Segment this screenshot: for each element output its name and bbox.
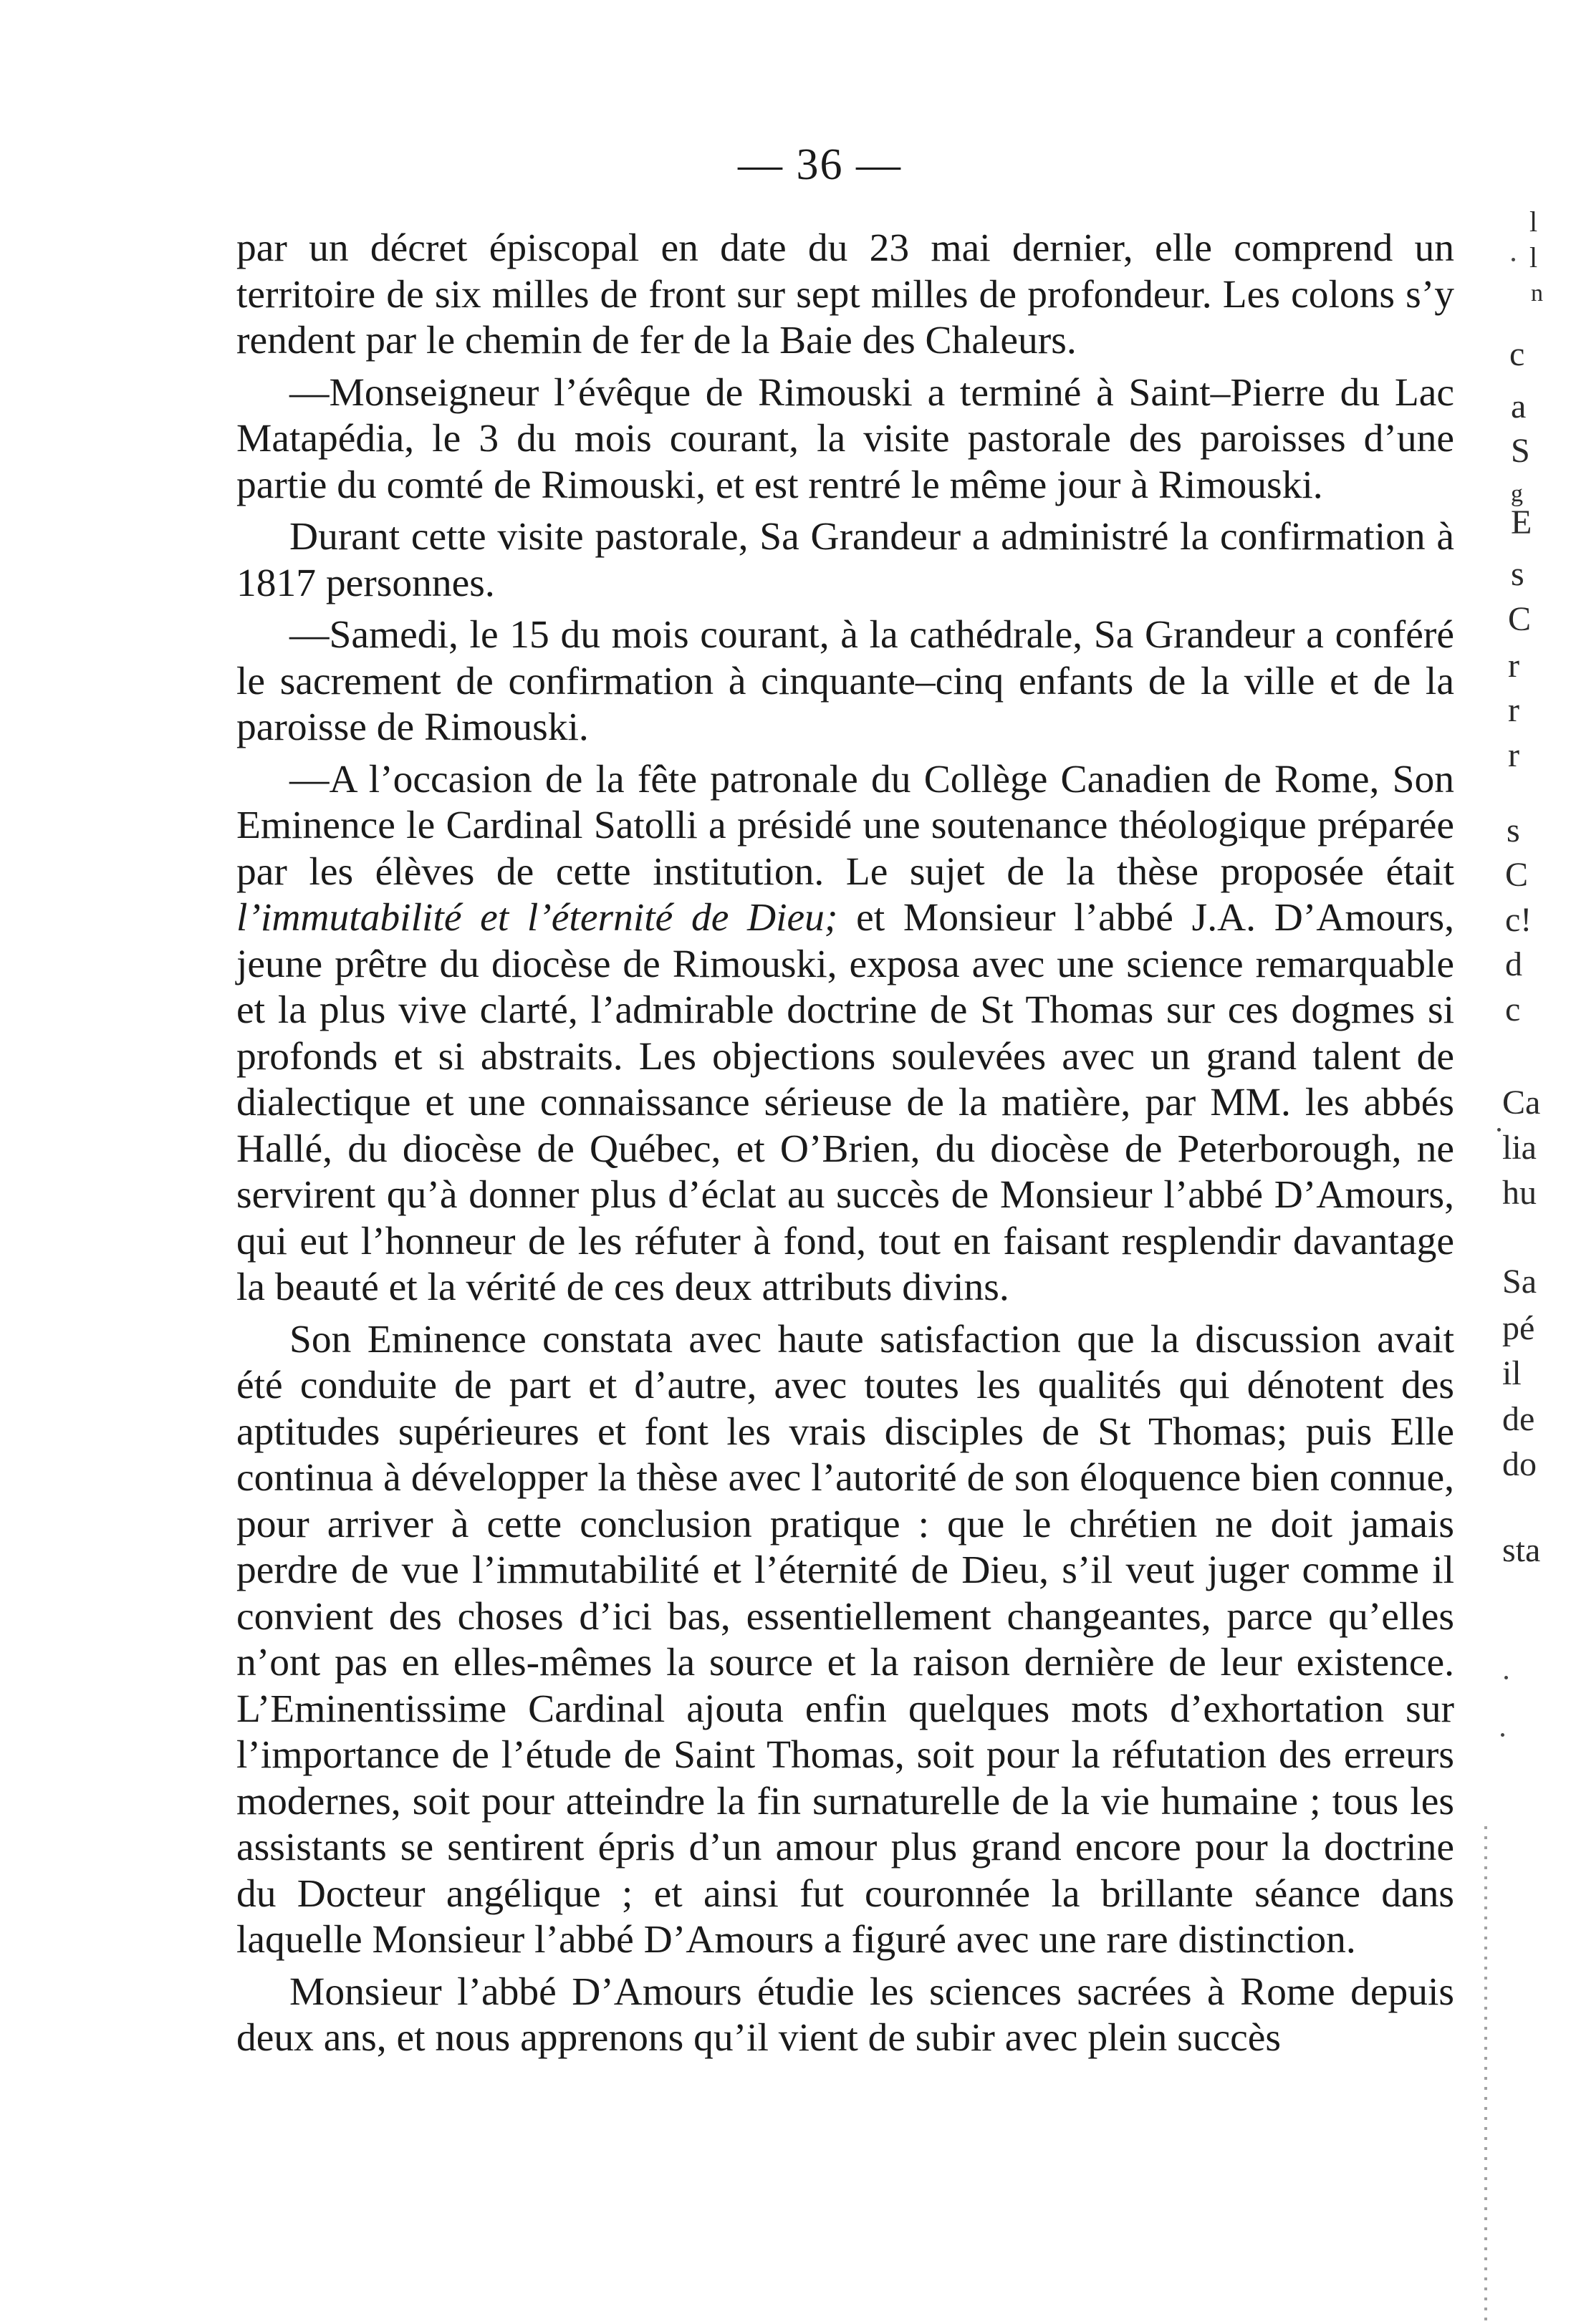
facing-fragment: do [1502, 1445, 1537, 1483]
paragraph-college-canadien [236, 757, 1454, 1311]
facing-fragment: sta [1502, 1531, 1541, 1569]
facing-fragment: c [1509, 335, 1525, 373]
thesis-title: l’immutabilité et l’éternité de Dieu; [236, 896, 838, 940]
facing-fragment: C [1508, 600, 1532, 638]
paragraph-studies-rome: Monsieur l’abbé D’Amours étudie les sciences sacrées à Rome depuis deux ans, et nous apprenons qu’il vient de subir avec plein succès [236, 1969, 1454, 2060]
text-column [236, 226, 1454, 2068]
paragraph-cardinal-remarks: Son Eminence constata avec haute satisfaction que la discussion avait été conduite de part et d’autre, avec toutes les qualités qui dénotent des aptitudes supérieures et font les vrais disciples de St Thomas; puis Elle continua à développer la thèse avec l’autorité de son éloquence bien connue, pour arriver à cette conclusion pratique : que le chrétien ne doit jamais perdre de vue l’immutabilité et l’éternité de Dieu, s’il veut juger comme il convient des choses d’ici bas, essentiellement changeantes, parce qu’elles n’ont pas en elles-mêmes la source et la raison dernière de leur existence. L’Eminentissime Cardinal ajouta enfin quelques mots d’exhortation sur l’importance de l’étude de Saint Thomas, soit pour la réfutation des erreurs modernes, soit pour atteindre la fin surnaturelle de la vie humaine ; tous les assistants se sentirent épris d’un amour plus grand encore pour la doctrine du Docteur angélique ; et ainsi fut couronnée la brillante séance dans laquelle Monsieur l’abbé D’Amours a figuré avec une rare distinction. [236, 1317, 1454, 1962]
facing-fragment: s [1511, 555, 1524, 593]
facing-fragment: l [1529, 206, 1538, 238]
facing-fragment: a [1511, 387, 1527, 425]
paragraph-college-canadien-part-1: —A l’occasion de la fête patronale du Collège Canadien de Rome, Son Eminence le Cardinal Satolli a présidé une soutenance théologique préparée par les élèves de cette institution. Le sujet de la thèse proposée était [236, 757, 1454, 894]
facing-fragment: de [1502, 1400, 1535, 1438]
paragraph-parish-decree: par un décret épiscopal en date du 23 mai dernier, elle comprend un territoire de six milles de front sur sept milles de profondeur. Les colons s’y rendent par le chemin de fer de la Baie des Chaleurs. [236, 226, 1454, 362]
facing-fragment: n [1531, 280, 1543, 307]
scan-speck [1512, 258, 1515, 261]
scan-speck [1501, 1733, 1504, 1737]
paragraph-confirmations: Durant cette visite pastorale, Sa Grandeur a administré la confirmation à 1817 personnes. [236, 515, 1454, 605]
facing-fragment: E [1511, 503, 1532, 541]
facing-fragment: hu [1502, 1174, 1537, 1212]
facing-fragment: Ca [1502, 1084, 1541, 1122]
facing-fragment: lia [1502, 1129, 1537, 1167]
paragraph-pastoral-visit: —Monseigneur l’évêque de Rimouski a terminé à Saint–Pierre du Lac Matapédia, le 3 du mois courant, la visite pastorale des paroisses d’une partie du comté de Rimouski, et est rentré le même jour à Rimouski. [236, 370, 1454, 507]
page-number: — 36 — [738, 140, 902, 189]
paragraph-cathedral-confirmation: —Samedi, le 15 du mois courant, à la cathédrale, Sa Grandeur a conféré le sacrement de confirmation à cinquante–cinq enfants de la ville et de la paroisse de Rimouski. [236, 613, 1454, 749]
paragraph-college-canadien-part-2: et Monsieur l’abbé J.A. D’Amours, jeune prêtre du diocèse de Rimouski, exposa avec une science remarquable et la plus vive clarté, l’admirable doctrine de St Thomas sur ces dogmes si profonds et si abstraits. Les objections soulevées avec un grand talent de dialectique et une connaissance sérieuse de la matière, par MM. les abbés Hallé, du diocèse de Québec, et O’Brien, du diocèse de Peterborough, ne servirent qu’à donner plus d’éclat au succès de Monsieur l’abbé D’Amours, qui eut l’honneur de les réfuter à fond, tout en faisant resplendir davantage la beauté et la vérité de ces deux attributs divins. [236, 896, 1454, 1309]
scan-speck [1497, 1128, 1501, 1132]
gutter-shadow [1484, 1826, 1487, 2320]
facing-fragment: d [1505, 945, 1522, 983]
scan-speck [1504, 1676, 1508, 1679]
facing-fragment: g [1511, 481, 1523, 507]
facing-page-edge [1501, 204, 1571, 2324]
facing-fragment: c! [1505, 901, 1532, 939]
facing-fragment: Sa [1502, 1263, 1537, 1301]
facing-fragment: r [1508, 691, 1519, 729]
facing-fragment: s [1507, 811, 1520, 849]
facing-fragment: pé [1502, 1309, 1535, 1347]
facing-fragment: l [1529, 241, 1538, 274]
facing-fragment: S [1511, 432, 1530, 470]
facing-fragment: il [1502, 1354, 1522, 1392]
facing-fragment: r [1508, 736, 1519, 774]
facing-fragment: C [1505, 856, 1529, 894]
facing-fragment: r [1508, 647, 1519, 685]
facing-fragment: c [1505, 990, 1521, 1028]
